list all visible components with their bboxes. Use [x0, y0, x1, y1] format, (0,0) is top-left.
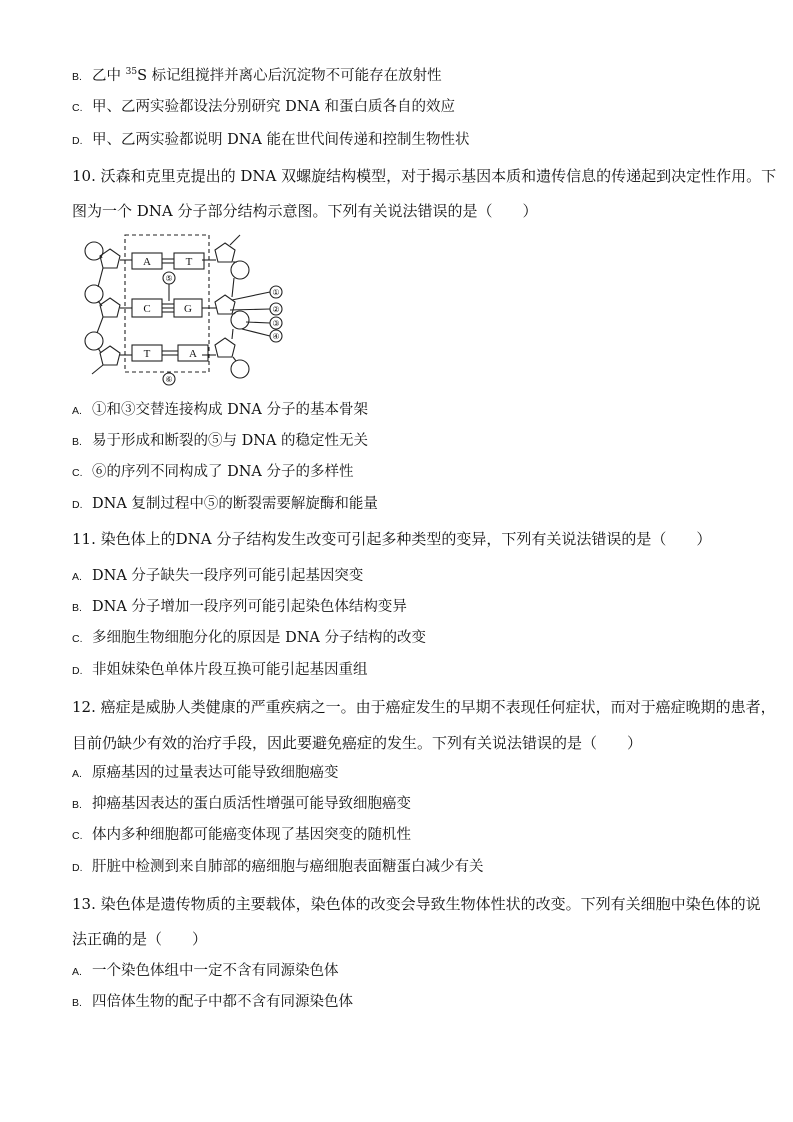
q12-stem-line1: 12. 癌症是威胁人类健康的严重疾病之一。由于癌症发生的早期不表现任何症状，而对于癌症晚期的患者，	[72, 698, 776, 716]
base-label: G	[184, 303, 192, 315]
option-label: D.	[72, 665, 83, 677]
q13-stem-line1: 13. 染色体是遗传物质的主要载体，染色体的改变会导致生物体性状的改变。下列有关细胞中染色体的说	[72, 895, 761, 913]
q10-option-c	[72, 462, 354, 483]
option-text: 非姐妹染色单体片段互换可能引起基因重组	[92, 662, 368, 678]
option-label: B.	[72, 602, 82, 614]
option-label: B.	[72, 997, 82, 1009]
q9-option-c	[72, 97, 455, 118]
q10-stem-line2: 图为一个 DNA 分子部分结构示意图。下列有关说法错误的是（ ）	[72, 202, 538, 220]
option-text: 甲、乙两实验都说明 DNA 能在世代间传递和控制生物性状	[92, 132, 470, 148]
q13-stem-line2: 法正确的是（ ）	[72, 930, 208, 948]
q12-option-a	[72, 763, 339, 784]
option-text: 体内多种细胞都可能癌变体现了基因突变的随机性	[92, 827, 411, 843]
sugar-pentagon	[100, 298, 120, 317]
option-label: B.	[72, 71, 82, 83]
dna-structure-diagram	[80, 232, 295, 387]
q11-option-b	[72, 597, 407, 618]
option-label: C.	[72, 830, 83, 842]
option-text: 抑癌基因表达的蛋白质活性增强可能导致细胞癌变	[92, 796, 411, 812]
phosphate-circle	[231, 261, 249, 279]
option-label: A.	[72, 405, 82, 417]
q11-option-d	[72, 660, 368, 681]
base-label: T	[143, 348, 151, 360]
q11-option-c	[72, 628, 426, 649]
option-text: 四倍体生物的配子中都不含有同源染色体	[92, 994, 353, 1010]
sugar-pentagon	[215, 295, 235, 314]
base-label: C	[143, 303, 151, 315]
option-text-pre: 乙中	[92, 68, 121, 84]
sugar-pentagon	[100, 346, 120, 365]
option-label: D.	[72, 135, 83, 147]
option-text: DNA 分子缺失一段序列可能引起基因突变	[92, 568, 364, 584]
option-text: 甲、乙两实验都设法分别研究 DNA 和蛋白质各自的效应	[92, 99, 456, 115]
q12-stem-line2: 目前仍缺少有效的治疗手段，因此要避免癌症的发生。下列有关说法错误的是（ ）	[72, 734, 643, 752]
number-5-label: ⑤	[165, 274, 173, 283]
option-text: 多细胞生物细胞分化的原因是 DNA 分子结构的改变	[92, 630, 427, 646]
q12-option-d	[72, 857, 484, 878]
number-4-label: ④	[272, 332, 280, 341]
q9-option-b	[72, 66, 442, 87]
option-label: B.	[72, 436, 82, 448]
number-3-label: ③	[272, 319, 280, 328]
option-label: A.	[72, 966, 82, 978]
base-label: A	[143, 256, 151, 268]
option-label: A.	[72, 768, 82, 780]
option-label: B.	[72, 799, 82, 811]
phosphate-circle	[231, 360, 249, 378]
option-label: C.	[72, 633, 83, 645]
q10-option-b	[72, 431, 368, 452]
option-text: DNA 复制过程中⑤的断裂需要解旋酶和能量	[92, 496, 378, 512]
option-text: 易于形成和断裂的⑤与 DNA 的稳定性无关	[92, 433, 369, 449]
q13-option-b	[72, 992, 353, 1013]
option-text: 一个染色体组中一定不含有同源染色体	[92, 963, 339, 979]
phosphate-circle	[231, 311, 249, 329]
option-label: D.	[72, 499, 83, 511]
option-text: DNA 分子增加一段序列可能引起染色体结构变异	[92, 599, 407, 615]
base-label: T	[185, 256, 193, 268]
option-label: C.	[72, 467, 83, 479]
isotope-superscript: 35	[125, 67, 138, 77]
phosphate-circle	[85, 332, 103, 350]
option-text: ①和③交替连接构成 DNA 分子的基本骨架	[92, 402, 369, 418]
q13-option-a	[72, 961, 339, 982]
option-label: D.	[72, 862, 83, 874]
sugar-pentagon	[215, 338, 235, 357]
q9-option-d	[72, 130, 470, 151]
sugar-pentagon	[215, 243, 235, 262]
number-6-label: ⑥	[165, 375, 173, 384]
option-text: ⑥的序列不同构成了 DNA 分子的多样性	[92, 464, 354, 480]
q10-option-d	[72, 494, 378, 515]
option-text-post: S 标记组搅拌并离心后沉淀物不可能存在放射性	[137, 68, 442, 84]
q10-option-a	[72, 400, 368, 421]
phosphate-circle	[85, 285, 103, 303]
q12-option-b	[72, 794, 411, 815]
q11-option-a	[72, 566, 363, 587]
q11-stem-line1: 11. 染色体上的DNA 分子结构发生改变可引起多种类型的变异，下列有关说法错误的是（ ）	[72, 530, 712, 548]
q12-option-c	[72, 825, 411, 846]
number-1-label: ①	[272, 288, 280, 297]
option-label: C.	[72, 102, 83, 114]
option-text: 肝脏中检测到来自肺部的癌细胞与癌细胞表面糖蛋白减少有关	[92, 859, 484, 875]
base-label: A	[189, 348, 197, 360]
option-text: 原癌基因的过量表达可能导致细胞癌变	[92, 765, 339, 781]
number-2-label: ②	[272, 305, 280, 314]
option-label: A.	[72, 571, 82, 583]
q10-stem-line1: 10. 沃森和克里克提出的 DNA 双螺旋结构模型，对于揭示基因本质和遗传信息的传递起到决定性作用。下	[72, 167, 777, 185]
